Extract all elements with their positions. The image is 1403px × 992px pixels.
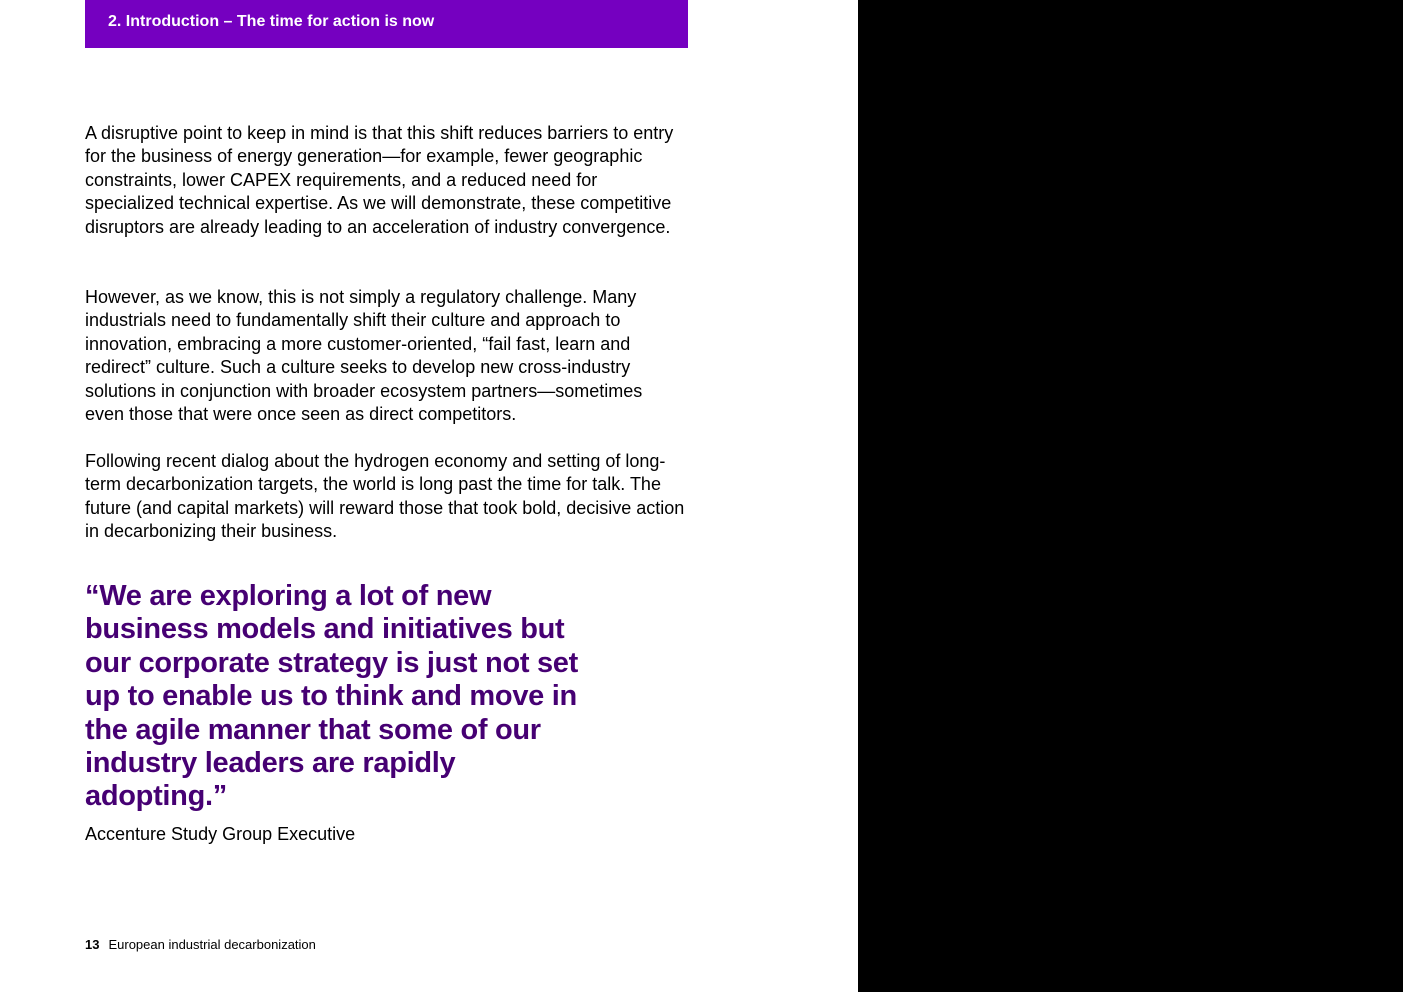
right-black-panel: [858, 0, 1403, 992]
body-paragraph-1: A disruptive point to keep in mind is that this shift reduces barriers to entry for the business of energy generation—for example, fewer geographic constraints, lower CAPEX requirements, and a reduced need for specialized technical expertise. As we will demonstrate, these competitive disruptors are already leading to an acceleration of industry convergence.: [85, 123, 674, 237]
page-footer: [85, 936, 316, 954]
quote-attribution: Accenture Study Group Executive: [85, 824, 356, 844]
body-paragraph-3: Following recent dialog about the hydrogen economy and setting of long-term decarbonization targets, the world is long past the time for talk. The future (and capital markets) will reward those that took bold, decisive action in decarbonizing their business.: [85, 451, 685, 542]
section-header-bar: [85, 0, 688, 48]
document-title: European industrial decarbonization: [108, 937, 316, 952]
pull-quote: “We are exploring a lot of new business models and initiatives but our corporate strategy is just not set up to enable us to think and move in the agile manner that some of our industry leaders are rapidly adopting.”: [85, 580, 578, 813]
body-paragraph-2: However, as we know, this is not simply a regulatory challenge. Many industrials need to fundamentally shift their culture and approach to innovation, embracing a more customer-oriented, “fail fast, learn and redirect” culture. Such a culture seeks to develop new cross-industry solutions in conjunction with broader ecosystem partners—sometimes even those that were once seen as direct competitors.: [85, 287, 643, 425]
section-title: 2. Introduction – The time for action is now: [108, 13, 435, 30]
page-number: 13: [85, 937, 100, 952]
